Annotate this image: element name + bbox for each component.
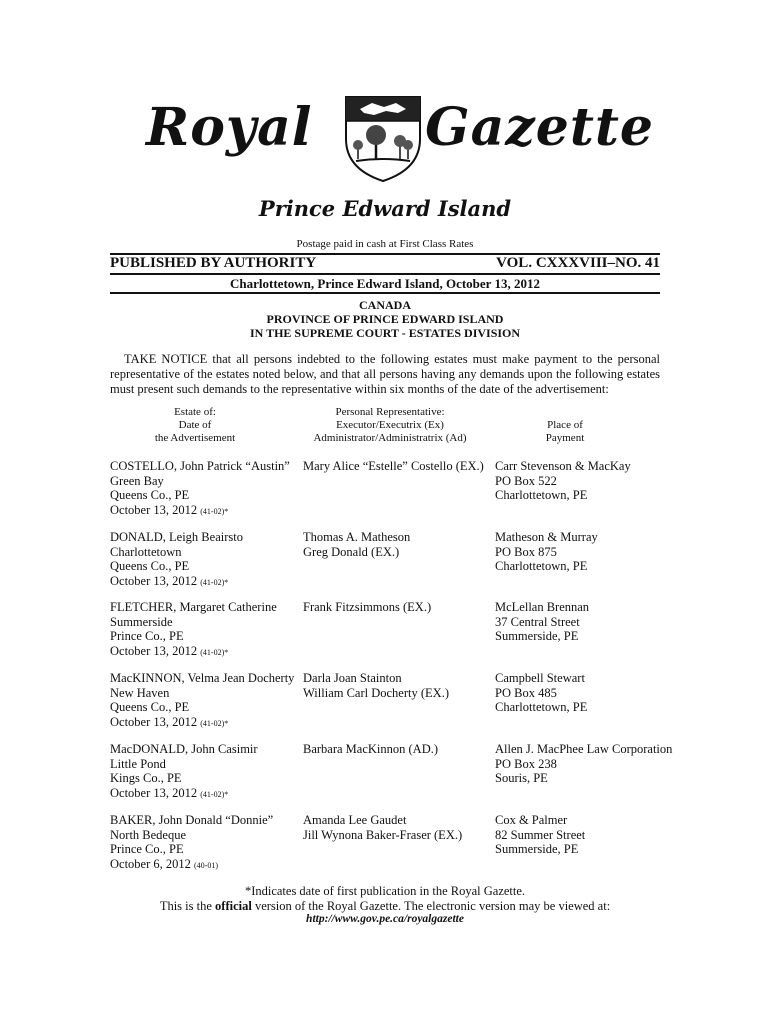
advertisement-date: October 13, 2012	[110, 573, 198, 588]
heading-court: IN THE SUPREME COURT - ESTATES DIVISION	[249, 326, 521, 340]
estate-name: FLETCHER, Margaret Catherine	[110, 600, 277, 614]
estate-entry	[110, 530, 660, 590]
representative-name: Greg Donald (EX.)	[303, 544, 400, 559]
estate-date-line	[110, 574, 310, 591]
column-header-line: Payment	[545, 432, 585, 444]
payment-firm: Cox & Palmer	[495, 813, 568, 827]
heading-canada: CANADA	[359, 298, 411, 312]
payment-city: Charlottetown, PE	[495, 488, 588, 502]
issue-reference: (41-02)*	[200, 506, 229, 516]
estate-name: MacDONALD, John Casimir	[110, 742, 258, 756]
estate-county: Kings Co., PE	[110, 771, 182, 785]
notice-paragraph: TAKE NOTICE that all persons indebted to the following estates must make payment to the personal representative of the estates noted below, and that all persons having any demands upon the following estates must present such demands to the representative within six months of the date of the advertisement:	[110, 352, 660, 396]
estate-location: Little Pond	[110, 756, 166, 771]
payment-address: PO Box 238	[495, 756, 557, 771]
representative-column	[303, 671, 493, 700]
representative-column	[303, 459, 493, 474]
representative-column	[303, 813, 493, 842]
masthead-title-right: Gazette	[425, 97, 654, 158]
representative-name: Amanda Lee Gaudet	[303, 813, 407, 827]
middle-rule	[110, 273, 660, 275]
estate-county: Prince Co., PE	[110, 842, 184, 856]
bottom-rule	[110, 292, 660, 294]
gazette-url-link[interactable]: http://www.gov.pe.ca/royalgazette	[306, 913, 464, 925]
payment-column	[495, 600, 670, 644]
issue-reference: (41-02)*	[200, 718, 229, 728]
payment-firm: Carr Stevenson & MacKay	[495, 459, 631, 473]
representative-name: Barbara MacKinnon (AD.)	[303, 742, 439, 756]
payment-city: Summerside, PE	[495, 629, 579, 643]
estate-date-line	[110, 503, 310, 520]
column-header-payment	[515, 419, 615, 445]
estate-column	[110, 459, 310, 519]
estate-entry	[110, 671, 660, 731]
estate-location: Green Bay	[110, 473, 164, 488]
advertisement-date: October 13, 2012	[110, 714, 198, 729]
column-header-estate	[130, 406, 260, 445]
estate-date-line	[110, 644, 310, 661]
payment-column	[495, 813, 670, 857]
representative-name: Mary Alice “Estelle” Costello (EX.)	[303, 459, 484, 473]
estate-name: BAKER, John Donald “Donnie”	[110, 813, 274, 827]
payment-column	[495, 671, 670, 715]
column-header-line: Executor/Executrix (Ex)	[336, 419, 444, 431]
advertisement-date: October 13, 2012	[110, 643, 198, 658]
payment-address: PO Box 485	[495, 685, 557, 700]
issue-reference: (41-02)*	[200, 789, 229, 799]
estate-entry	[110, 742, 673, 802]
payment-column	[495, 742, 673, 786]
column-header-line: Estate of:	[174, 406, 216, 418]
estate-entry	[110, 600, 660, 660]
published-by-authority: PUBLISHED BY AUTHORITY	[110, 255, 317, 271]
payment-address: PO Box 875	[495, 544, 557, 559]
estate-name: DONALD, Leigh Beairsto	[110, 530, 243, 544]
dateline: Charlottetown, Prince Edward Island, October 13, 2012	[230, 276, 540, 291]
estate-county: Prince Co., PE	[110, 629, 184, 643]
estate-county: Queens Co., PE	[110, 488, 190, 502]
column-header-line: Administrator/Administratrix (Ad)	[313, 432, 467, 444]
estate-location: Summerside	[110, 614, 173, 629]
payment-address: PO Box 522	[495, 473, 557, 488]
estate-column	[110, 742, 310, 802]
payment-address: 37 Central Street	[495, 614, 580, 629]
estate-county: Queens Co., PE	[110, 700, 190, 714]
advertisement-date: October 13, 2012	[110, 785, 198, 800]
coat-of-arms-icon	[342, 95, 424, 183]
representative-column	[303, 600, 493, 615]
estate-name: MacKINNON, Velma Jean Docherty	[110, 671, 295, 685]
estate-column	[110, 530, 310, 590]
estate-county: Queens Co., PE	[110, 559, 190, 573]
payment-city: Summerside, PE	[495, 842, 579, 856]
payment-city: Souris, PE	[495, 771, 548, 785]
representative-column	[303, 530, 493, 559]
payment-address: 82 Summer Street	[495, 827, 586, 842]
official-version-note	[0, 899, 770, 914]
payment-firm: Allen J. MacPhee Law Corporation	[495, 742, 673, 756]
footnote: *Indicates date of first publication in the Royal Gazette.	[244, 884, 526, 898]
volume-number: VOL. CXXXVIII–NO. 41	[496, 255, 660, 271]
column-header-representative	[300, 406, 480, 445]
estate-entry	[110, 813, 660, 873]
column-header-line: Date of	[178, 419, 212, 431]
column-header-line: the Advertisement	[154, 432, 236, 444]
masthead	[110, 95, 660, 185]
issue-reference: (41-02)*	[200, 577, 229, 587]
representative-name: Frank Fitzsimmons (EX.)	[303, 600, 432, 614]
estate-column	[110, 600, 310, 660]
payment-firm: McLellan Brennan	[495, 600, 590, 614]
representative-name: Darla Joan Stainton	[303, 671, 402, 685]
representative-name: Jill Wynona Baker-Fraser (EX.)	[303, 827, 463, 842]
heading-province: PROVINCE OF PRINCE EDWARD ISLAND	[266, 312, 504, 326]
official-note-emphasis: official	[215, 899, 252, 913]
payment-city: Charlottetown, PE	[495, 700, 588, 714]
column-header-line: Place of	[547, 419, 583, 431]
official-note-text: This is the	[159, 899, 216, 913]
official-note-text: version of the Royal Gazette. The electronic version may be viewed at:	[251, 899, 611, 913]
payment-firm: Matheson & Murray	[495, 530, 598, 544]
representative-name: William Carl Docherty (EX.)	[303, 685, 449, 700]
estate-column	[110, 671, 310, 731]
issue-reference: (40-01)	[194, 860, 219, 870]
estate-entry	[110, 459, 660, 519]
representative-name: Thomas A. Matheson	[303, 530, 411, 544]
representative-column	[303, 742, 493, 757]
estate-date-line	[110, 715, 310, 732]
issue-reference: (41-02)*	[200, 647, 229, 657]
payment-city: Charlottetown, PE	[495, 559, 588, 573]
estate-location: Charlottetown	[110, 544, 182, 559]
column-header-line: Personal Representative:	[335, 406, 445, 418]
advertisement-date: October 13, 2012	[110, 502, 198, 517]
estate-name: COSTELLO, John Patrick “Austin”	[110, 459, 290, 473]
postage-note: Postage paid in cash at First Class Rates	[296, 238, 474, 250]
estate-date-line	[110, 786, 310, 803]
payment-firm: Campbell Stewart	[495, 671, 585, 685]
masthead-title-left: Royal	[146, 97, 313, 158]
payment-column	[495, 530, 670, 574]
payment-column	[495, 459, 670, 503]
masthead-subtitle: Prince Edward Island	[258, 196, 512, 221]
estate-location: North Bedeque	[110, 827, 187, 842]
estate-location: New Haven	[110, 685, 170, 700]
estate-column	[110, 813, 310, 873]
advertisement-date: October 6, 2012	[110, 856, 191, 871]
estate-date-line	[110, 857, 310, 874]
